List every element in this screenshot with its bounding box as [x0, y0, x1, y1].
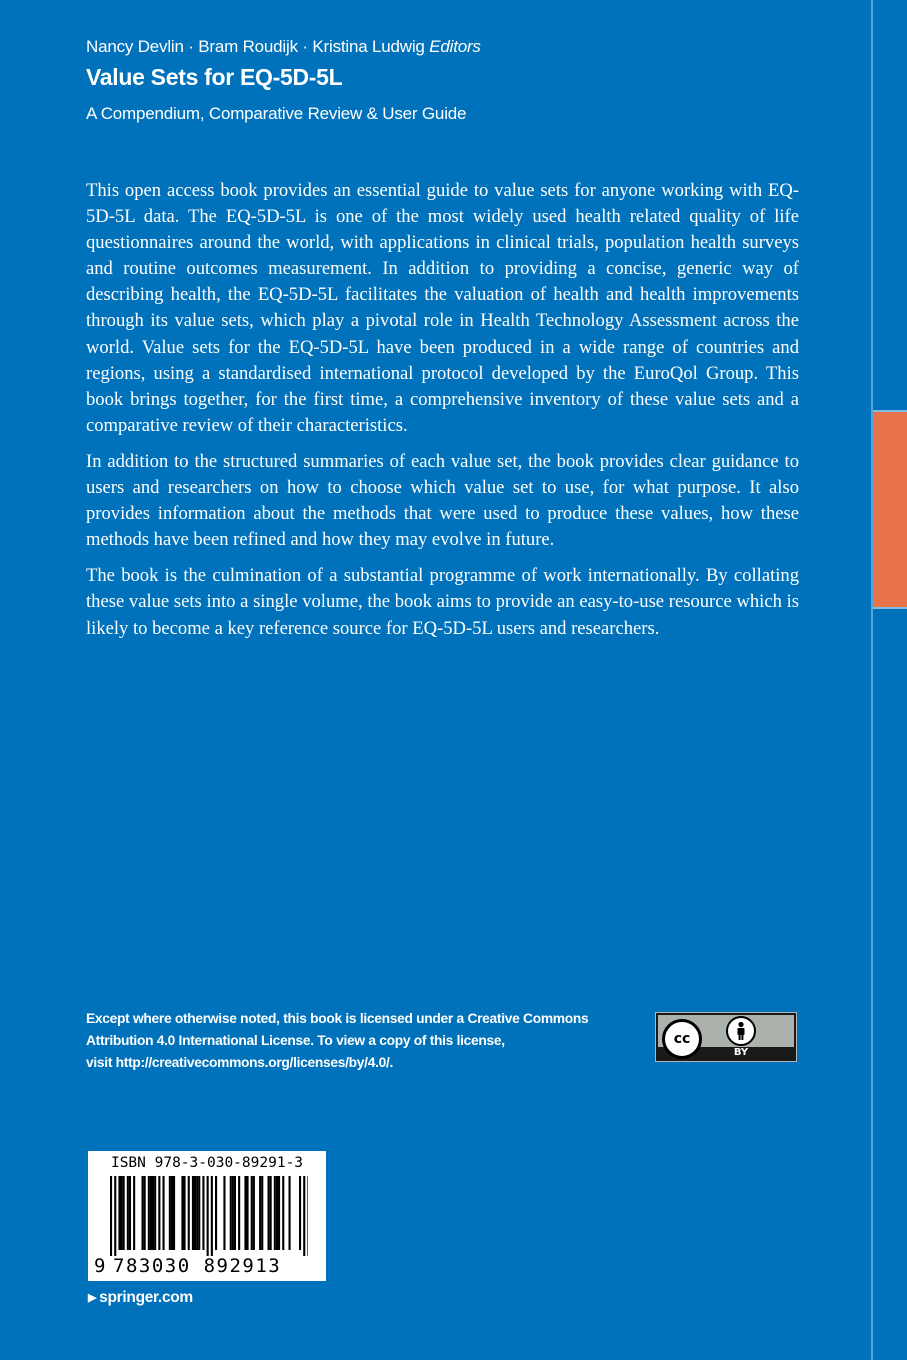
- isbn-barcode: [88, 1151, 326, 1281]
- barcode-bar: [251, 1176, 253, 1250]
- barcode-bar: [118, 1176, 120, 1250]
- barcode-bar: [163, 1176, 165, 1250]
- spine-orange-stripe: [873, 412, 907, 607]
- barcode-bar: [110, 1176, 112, 1256]
- barcode-bar: [196, 1176, 198, 1250]
- spine-divider-line: [871, 0, 873, 1360]
- cc-by-badge[interactable]: [655, 1012, 797, 1062]
- barcode-bar: [278, 1176, 280, 1250]
- barcode-bar: [276, 1176, 278, 1250]
- cc-icon: [662, 1019, 702, 1059]
- barcode-bar: [202, 1176, 204, 1250]
- editors-line: [86, 37, 481, 57]
- license-line-1: Except where otherwise noted, this book is licensed under a Creative Commons: [86, 1011, 589, 1026]
- barcode-bar: [282, 1176, 284, 1250]
- book-title: Value Sets for EQ-5D-5L: [86, 64, 343, 90]
- barcode-bar: [307, 1176, 308, 1256]
- barcode-bar: [274, 1176, 276, 1250]
- barcode-bar: [142, 1176, 144, 1250]
- barcode-bar: [184, 1176, 186, 1250]
- isbn-first-digit: 9: [94, 1255, 106, 1277]
- barcode-bar: [154, 1176, 156, 1250]
- barcode-bar: [123, 1176, 125, 1250]
- license-line-3: visit http://creativecommons.org/licenses/by/4.0/.: [86, 1055, 394, 1070]
- blurb: [86, 178, 799, 652]
- barcode-bar: [127, 1176, 129, 1250]
- barcode-bars: [108, 1176, 308, 1256]
- barcode-bar: [259, 1176, 261, 1250]
- license-notice: [86, 1008, 646, 1074]
- by-label: BY: [733, 1047, 749, 1058]
- springer-url: springer.com: [99, 1289, 193, 1306]
- barcode-bar: [215, 1176, 217, 1250]
- barcode-bar: [114, 1176, 116, 1256]
- attribution-person-icon: [726, 1016, 756, 1046]
- editors-role: Editors: [429, 37, 481, 56]
- barcode-bar: [144, 1176, 146, 1250]
- book-subtitle: A Compendium, Comparative Review & User Guide: [86, 104, 467, 123]
- cc-icon-label: cc: [673, 1031, 691, 1047]
- blurb-paragraph-3: The book is the culmination of a substantial programme of work internationally. By collating these value sets into a single volume, the book aims to provide an easy-to-use resource which is likely to become a key reference source for EQ-5D-5L users and researchers.: [86, 565, 799, 639]
- barcode-bar: [152, 1176, 154, 1250]
- barcode-bar: [171, 1176, 173, 1250]
- barcode-bar: [247, 1176, 249, 1250]
- barcode-bar: [133, 1176, 135, 1250]
- editor-names: Nancy Devlin · Bram Roudijk · Kristina Ludwig: [86, 37, 425, 56]
- barcode-bar: [253, 1176, 255, 1250]
- barcode-bar: [207, 1176, 209, 1256]
- barcode-bar: [261, 1176, 263, 1250]
- barcode-bar: [192, 1176, 194, 1250]
- barcode-bar: [169, 1176, 171, 1250]
- barcode-bar: [268, 1176, 270, 1250]
- barcode-bar: [230, 1176, 232, 1250]
- blurb-paragraph-1: This open access book provides an essential guide to value sets for anyone working with EQ-5D-5L data. The EQ-5D-5L is one of the most widely used health related quality of life questionnaires around the world, with applications in clinical trials, population health surveys and routine outcomes measurement. In addition to providing a concise, generic way of describing health, the EQ-5D-5L facilitates the valuation of health and health improvements through its value sets, which play a pivotal role in Health Technology Assessment across the world. Value sets for the EQ-5D-5L have been produced in a wide range of countries and regions, using a standardised international protocol developed by the EuroQol Group. This book brings together, for the first time, a comprehensive inventory of these value sets and a comparative review of their characteristics.: [86, 180, 799, 436]
- triangle-right-icon: ▶: [88, 1292, 97, 1304]
- barcode-bar: [238, 1176, 240, 1250]
- isbn-digits: 783030 892913: [113, 1255, 282, 1277]
- barcode-bar: [121, 1176, 123, 1250]
- barcode-bar: [234, 1176, 236, 1250]
- barcode-bar: [173, 1176, 175, 1250]
- barcode-bar: [244, 1176, 246, 1250]
- barcode-bar: [303, 1176, 305, 1256]
- springer-link[interactable]: [88, 1289, 193, 1307]
- isbn-label: ISBN 978-3-030-89291-3: [110, 1155, 304, 1171]
- barcode-bar: [270, 1176, 272, 1250]
- barcode-bar: [232, 1176, 234, 1250]
- barcode-bar: [158, 1176, 160, 1250]
- barcode-bar: [194, 1176, 196, 1250]
- barcode-bar: [129, 1176, 131, 1250]
- barcode-bar: [188, 1176, 190, 1250]
- barcode-bar: [181, 1176, 183, 1250]
- barcode-bar: [299, 1176, 301, 1250]
- spine-stripe-border-bottom: [873, 607, 907, 609]
- barcode-bar: [150, 1176, 152, 1250]
- barcode-bar: [148, 1176, 150, 1250]
- barcode-bar: [198, 1176, 200, 1250]
- license-line-2: Attribution 4.0 International License. To view a copy of this license,: [86, 1033, 505, 1048]
- barcode-bar: [289, 1176, 291, 1250]
- barcode-bar: [223, 1176, 225, 1250]
- blurb-paragraph-2: In addition to the structured summaries of each value set, the book provides clear guidance to users and researchers on how to choose which value set to use, for what purpose. It also provides information about the methods that were used to produce these values, how these methods have been refined and how they may evolve in future.: [86, 450, 799, 551]
- barcode-bar: [211, 1176, 213, 1256]
